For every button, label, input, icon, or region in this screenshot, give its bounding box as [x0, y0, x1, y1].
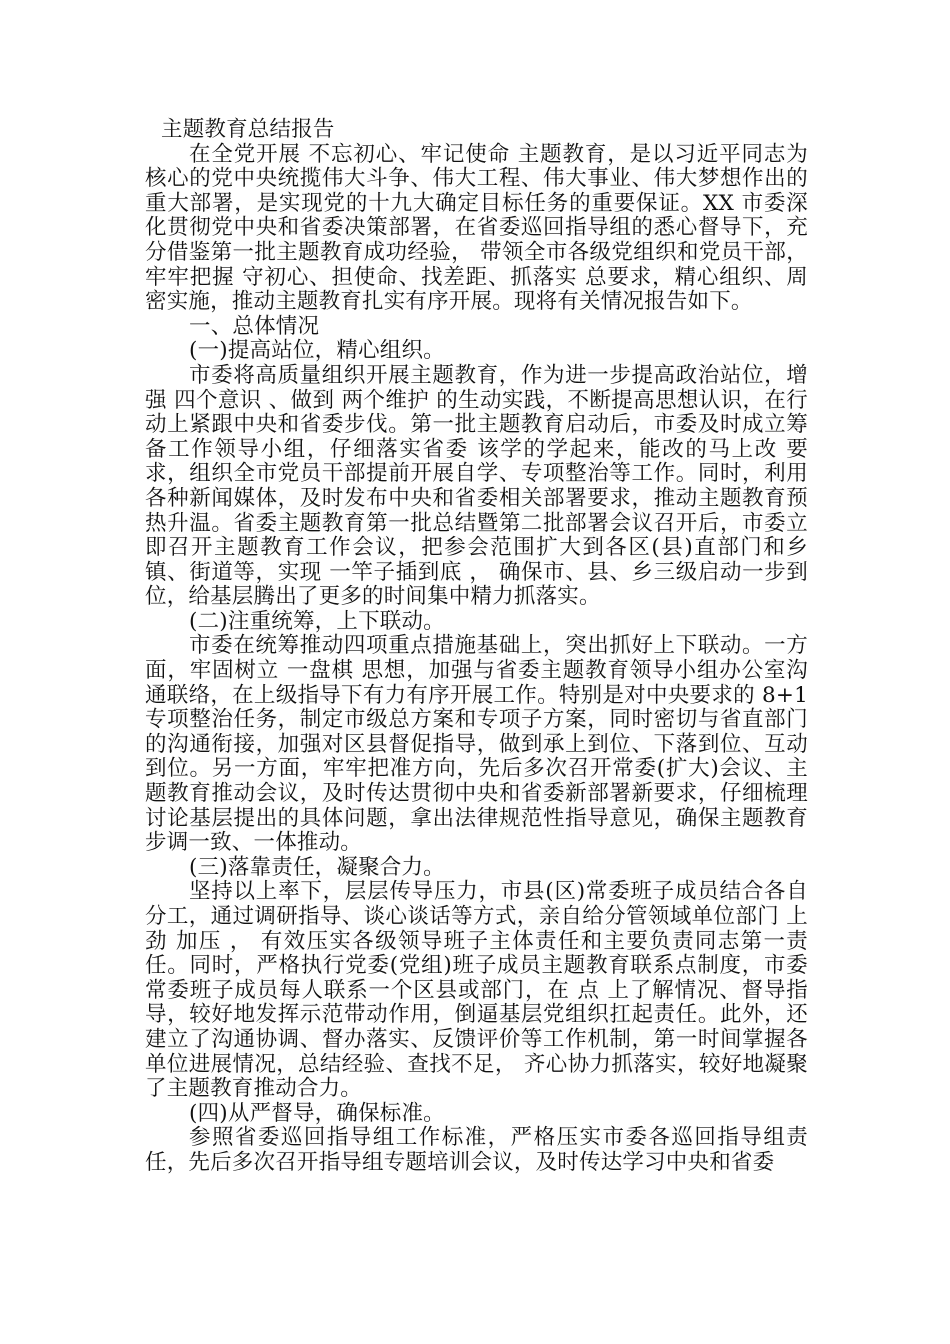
- paragraph-1: 市委将高质量组织开展主题教育，作为进一步提高政治站位，增强 四个意识 、做到 两个维护 的生动实践，不断提高思想认识，在行动上紧跟中央和省委步伐。第一批主题教育启动后，市委及时成立筹备工作领导小组，仔细落实省委 该学的学起来，能改的马上改 要求，组织全市党员干部提前开展自学、专项整治等工作。同时，利用各种新闻媒体，及时发布中央和省委相关部署要求，推动主题教育预热升温。省委主题教育第一批总结暨第二批部署会议召开后，市委立即召开主题教育工作会议，把参会范围扩大到各区(县)直部门和乡镇、街道等，实现 一竿子插到底 ， 确保市、县、乡三级启动一步到位，给基层腾出了更多的时间集中精力抓落实。: [145, 362, 808, 610]
- document-body: [145, 118, 808, 1176]
- paragraph-3: 坚持以上率下，层层传导压力，市县(区)常委班子成员结合各自分工，通过调研指导、谈心谈话等方式，亲自给分管领域单位部门 上劲 加压 ， 有效压实各级领导班子主体责任和主要负责同志第一责任。同时，严格执行党委(党组)班子成员主题教育联系点制度，市委常委班子成员每人联系一个区县或部门，在 点 上了解情况、督导指导，较好地发挥示范带动作用，倒逼基层党组织扛起责任。此外，还建立了沟通协调、督办落实、反馈评价等工作机制，第一时间掌握各单位进展情况，总结经验、查找不足， 齐心协力抓落实，较好地凝聚了主题教育推动合力。: [145, 879, 808, 1102]
- paragraph-intro: 在全党开展 不忘初心、牢记使命 主题教育，是以习近平同志为核心的党中央统揽伟大斗争、伟大工程、伟大事业、伟大梦想作出的重大部署，是实现党的十九大确定目标任务的重要保证。XX 市委深化贯彻党中央和省委决策部署，在省委巡回指导组的悉心督导下，充分借鉴第一批主题教育成功经验， 带领全市各级党组织和党员干部，牢牢把握 守初心、担使命、找差距、抓落实 总要求，精心组织、周密实施，推动主题教育扎实有序开展。现将有关情况报告如下。: [145, 141, 808, 315]
- section-heading-overview: 一、总体情况: [189, 313, 320, 339]
- paragraph-2: 市委在统筹推动四项重点措施基础上，突出抓好上下联动。一方面，牢固树立 一盘棋 思想，加强与省委主题教育领导小组办公室沟通联络，在上级指导下有力有序开展工作。特别是对中央要求的 8+1 专项整治任务，制定市级总方案和专项子方案，同时密切与省直部门的沟通衔接，加强对区县督促指导，做到承上到位、下落到位、互动到位。另一方面，牢牢把准方向，先后多次召开常委(扩大)会议、主题教育推动会议，及时传达贯彻中央和省委新部署新要求，仔细梳理讨论基层提出的具体问题，拿出法律规范性指导意见，确保主题教育步调一致、一体推动。: [145, 633, 808, 856]
- subsection-heading-1: (一)提高站位，精心组织。: [189, 338, 445, 364]
- paragraph-4: 参照省委巡回指导组工作标准，严格压实市委各巡回指导组责任，先后多次召开指导组专题培训会议，及时传达学习中央和省委: [145, 1125, 808, 1175]
- subsection-heading-4: (四)从严督导，确保标准。: [189, 1100, 445, 1126]
- subsection-heading-2: (二)注重统筹，上下联动。: [189, 608, 445, 634]
- document-title: 主题教育总结报告: [161, 117, 335, 142]
- subsection-heading-3: (三)落靠责任，凝聚合力。: [189, 854, 445, 880]
